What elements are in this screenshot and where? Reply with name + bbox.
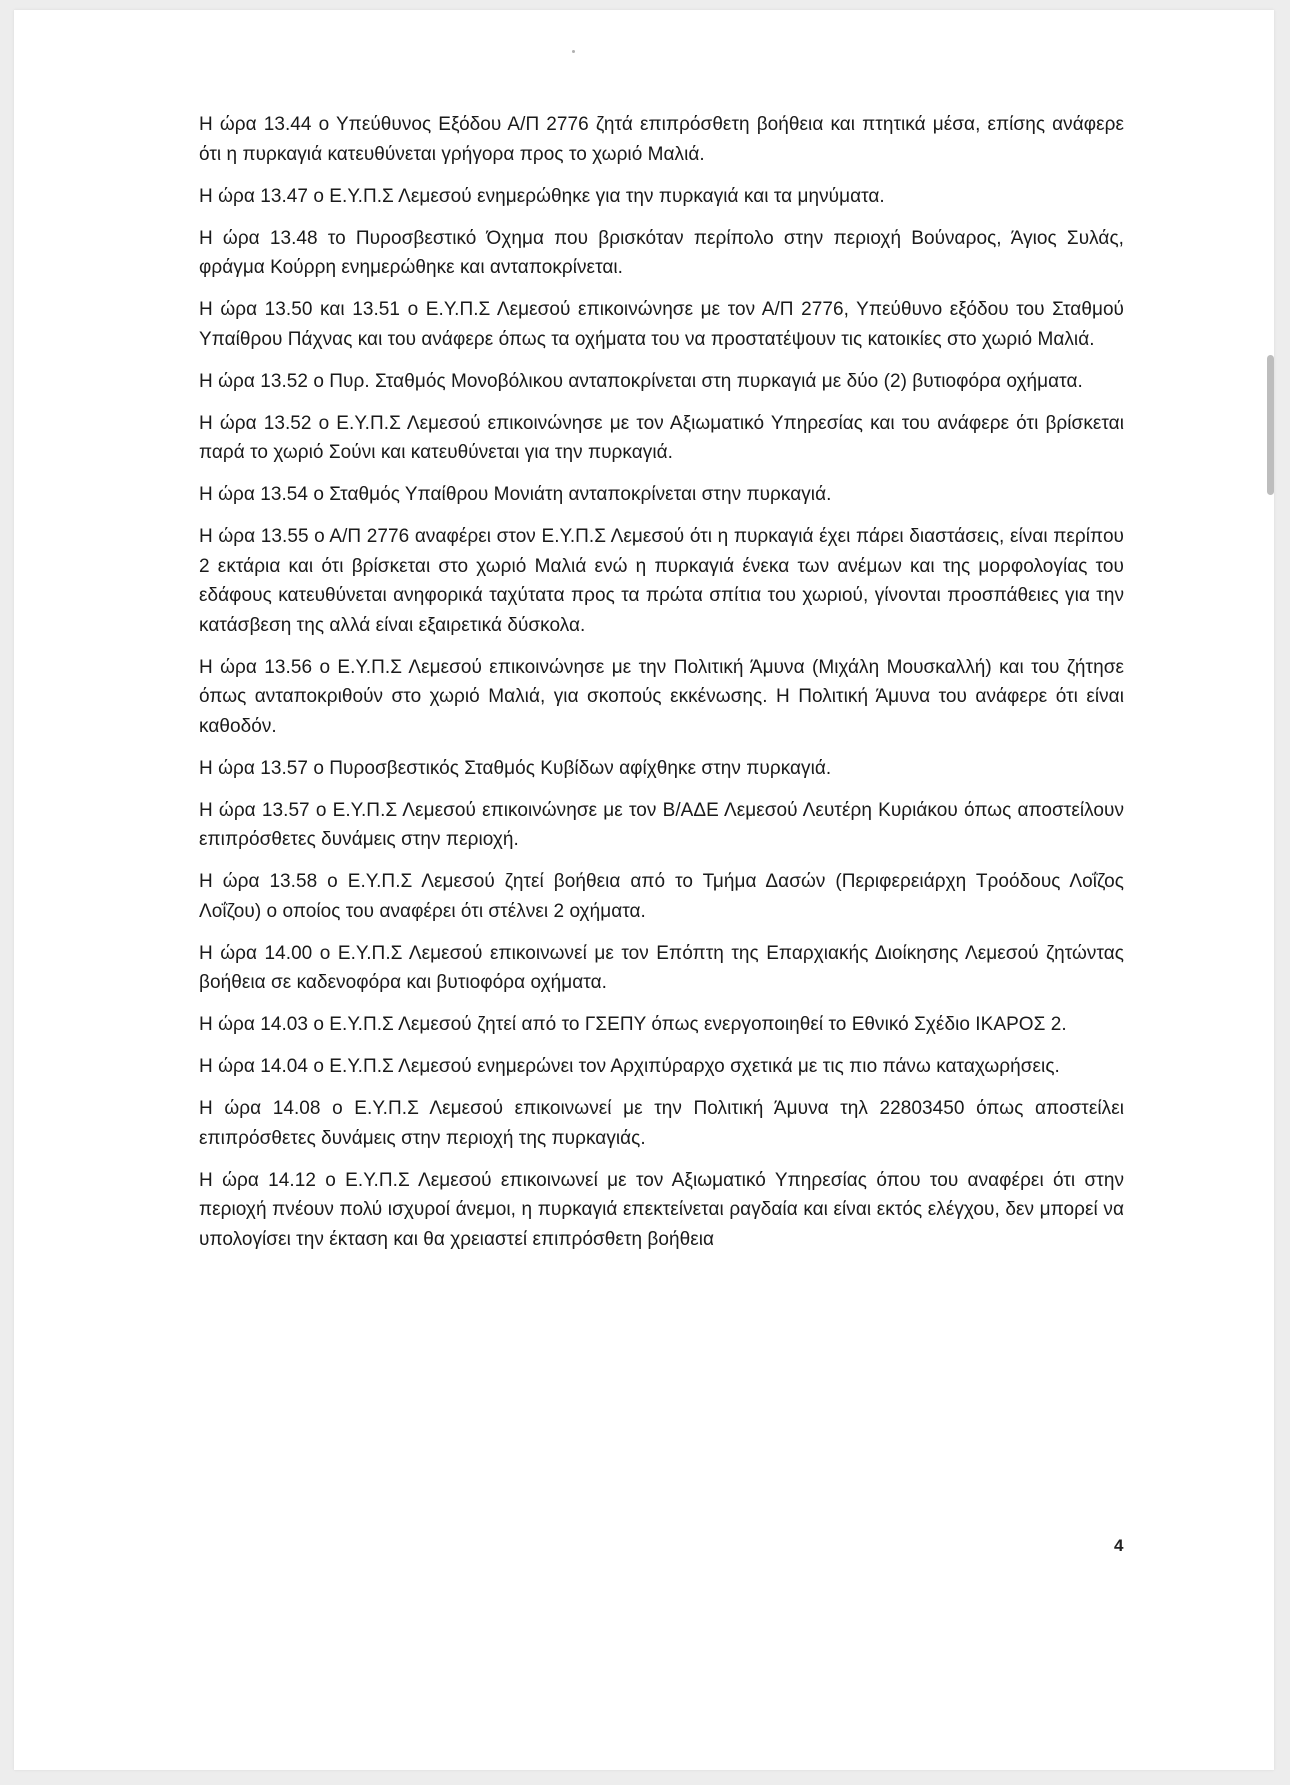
log-entry-1357b: Η ώρα 13.57 ο Ε.Υ.Π.Σ Λεμεσού επικοινώνησε με τον Β/ΑΔΕ Λεμεσού Λευτέρη Κυριάκου όπως αποστείλουν επιπρόσθετες δυνάμεις στην περιοχή.	[199, 799, 1124, 850]
vertical-scrollbar[interactable]	[1267, 355, 1274, 495]
log-entry-1404: Η ώρα 14.04 ο Ε.Υ.Π.Σ Λεμεσού ενημερώνει τον Αρχιπύραρχο σχετικά με τις πιο πάνω καταχωρήσεις.	[199, 1056, 1060, 1077]
document-body	[199, 110, 1124, 1267]
log-entry-1347: Η ώρα 13.47 ο Ε.Υ.Π.Σ Λεμεσού ενημερώθηκε για την πυρκαγιά και τα μηνύματα.	[199, 185, 885, 207]
document-page	[14, 10, 1274, 1770]
scan-speck	[572, 50, 575, 53]
log-entry-1352b: Η ώρα 13.52 ο Ε.Υ.Π.Σ Λεμεσού επικοινώνησε με τον Αξιωματικό Υπηρεσίας και του ανάφερε ότι βρίσκεται παρά το χωριό Σούνι και κατευθύνεται για την πυρκαγιά.	[199, 412, 1124, 463]
log-entry-1344: Η ώρα 13.44 ο Υπεύθυνος Εξόδου Α/Π 2776 ζητά επιπρόσθετη βοήθεια και πτητικά μέσα, επίσης ανάφερε ότι η πυρκαγιά κατευθύνεται γρήγορα προς το χωριό Μαλιά.	[199, 114, 1124, 165]
log-entry-1412: Η ώρα 14.12 ο Ε.Υ.Π.Σ Λεμεσού επικοινωνεί με τον Αξιωματικό Υπηρεσίας όπου του αναφέρει ότι στην περιοχή πνέουν πολύ ισχυροί άνεμοι, η πυρκαγιά επεκτείνεται ραγδαία και είναι εκτός ελέγχου, δεν μπορεί να υπολογίσει την έκταση και θα χρειαστεί επιπρόσθετη βοήθεια	[199, 1169, 1124, 1250]
log-entry-1355: Η ώρα 13.55 ο Α/Π 2776 αναφέρει στον Ε.Υ.Π.Σ Λεμεσού ότι η πυρκαγιά έχει πάρει διαστάσεις, είναι περίπου 2 εκτάρια και ότι βρίσκεται στο χωριό Μαλιά ενώ η πυρκαγιά ένεκα των ανέμων και της μορφολογίας του εδάφους κατευθύνεται ανηφορικά ταχύτατα προς τα πρώτα σπίτια του χωριού, γίνονται προσπάθειες για την κατάσβεση της αλλά είναι εξαιρετικά δύσκολα.	[199, 526, 1124, 636]
log-entry-1400: Η ώρα 14.00 ο Ε.Υ.Π.Σ Λεμεσού επικοινωνεί με τον Επόπτη της Επαρχιακής Διοίκησης Λεμεσού ζητώντας βοήθεια σε καδενοφόρα και βυτιοφόρα οχήματα.	[199, 942, 1124, 993]
log-entry-1348: Η ώρα 13.48 το Πυροσβεστικό Όχημα που βρισκόταν περίπολο στην περιοχή Βούναρος, Άγιος Συλάς, φράγμα Κούρρη ενημερώθηκε και ανταποκρίνεται.	[199, 227, 1124, 278]
page-number: 4	[1114, 1536, 1124, 1555]
log-entry-1350: Η ώρα 13.50 και 13.51 ο Ε.Υ.Π.Σ Λεμεσού επικοινώνησε με τον Α/Π 2776, Υπεύθυνο εξόδου του Σταθμού Υπαίθρου Πάχνας και του ανάφερε όπως τα οχήματα του να προστατέψουν τις κατοικίες στο χωριό Μαλιά.	[199, 299, 1124, 350]
log-entry-1358: Η ώρα 13.58 ο Ε.Υ.Π.Σ Λεμεσού ζητεί βοήθεια από το Τμήμα Δασών (Περιφερειάρχη Τροόδους Λοΐζος Λοΐζου) ο οποίος του αναφέρει ότι στέλνει 2 οχήματα.	[199, 871, 1124, 922]
log-entry-1354: Η ώρα 13.54 ο Σταθμός Υπαίθρου Μονιάτη ανταποκρίνεται στην πυρκαγιά.	[199, 484, 832, 505]
log-entry-1403: Η ώρα 14.03 ο Ε.Υ.Π.Σ Λεμεσού ζητεί από το ΓΣΕΠΥ όπως ενεργοποιηθεί το Εθνικό Σχέδιο ΙΚΑΡΟΣ 2.	[199, 1014, 1067, 1035]
log-entry-1352a: Η ώρα 13.52 ο Πυρ. Σταθμός Μονοβόλικου ανταποκρίνεται στη πυρκαγιά με δύο (2) βυτιοφόρα οχήματα.	[199, 370, 1083, 392]
log-entry-1356: Η ώρα 13.56 ο Ε.Υ.Π.Σ Λεμεσού επικοινώνησε με την Πολιτική Άμυνα (Μιχάλη Μουσκαλλή) και του ζήτησε όπως ανταποκριθούν στο χωριό Μαλιά, για σκοπούς εκκένωσης. Η Πολιτική Άμυνα του ανάφερε ότι είναι καθοδόν.	[199, 656, 1124, 737]
log-entry-1408: Η ώρα 14.08 ο Ε.Υ.Π.Σ Λεμεσού επικοινωνεί με την Πολιτική Άμυνα τηλ 22803450 όπως αποστείλει επιπρόσθετες δυνάμεις στην περιοχή της πυρκαγιάς.	[199, 1098, 1124, 1149]
log-entry-1357a: Η ώρα 13.57 ο Πυροσβεστικός Σταθμός Κυβίδων αφίχθηκε στην πυρκαγιά.	[199, 757, 832, 779]
